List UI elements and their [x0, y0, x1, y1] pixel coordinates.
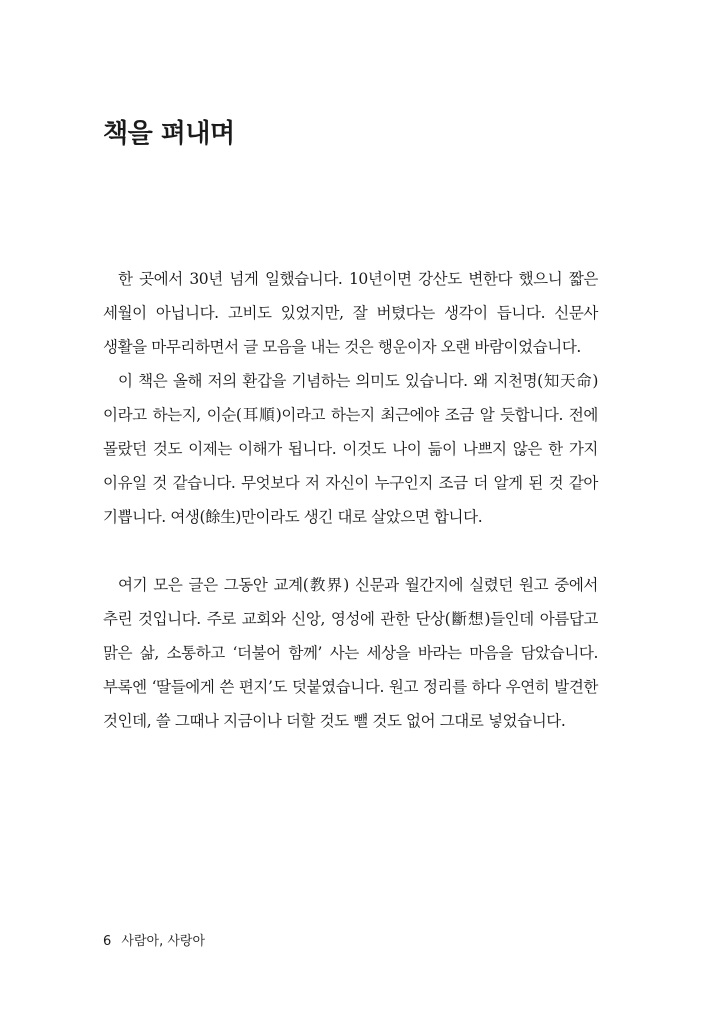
- paragraph-1: 한 곳에서 30년 넘게 일했습니다. 10년이면 강산도 변한다 했으니 짧은 세월이 아닙니다. 고비도 있었지만, 잘 버텼다는 생각이 듭니다. 신문사 생활을 마무리하면서 글 모음을 내는 것은 행운이자 오랜 바람이었습니다.: [103, 270, 598, 356]
- paragraph-spacer: [103, 534, 598, 568]
- chapter-title: 책을 펴내며: [103, 119, 235, 149]
- paragraph-3: 여기 모은 글은 그동안 교계(教界) 신문과 월간지에 실렸던 원고 중에서 추린 것입니다. 주로 교회와 신앙, 영성에 관한 단상(斷想)들인데 아름답고 맑은 삶, 소통하고 ‘더불어 함께’ 사는 세상을 바라는 마음을 담았습니다. 부록엔 ‘딸들에게 쓴 편지’도 덧붙였습니다. 원고 정리를 하다 우연히 발견한 것인데, 쓸 그때나 지금이나 더할 것도 뺄 것도 없어 그대로 넣었습니다.: [103, 576, 598, 730]
- running-title: 사람아, 사랑아: [121, 934, 206, 949]
- page-number: 6: [103, 934, 112, 949]
- paragraph-2: 이 책은 올해 저의 환갑을 기념하는 의미도 있습니다. 왜 지천명(知天命)이라고 하는지, 이순(耳順)이라고 하는지 최근에야 조금 알 듯합니다. 전에 몰랐던 것도 이제는 이해가 됩니다. 이것도 나이 듦이 나쁘지 않은 한 가지 이유일 것 같습니다. 무엇보다 저 자신이 누구인지 조금 더 알게 된 것 같아 기쁩니다. 여생(餘生)만이라도 생긴 대로 살았으면 합니다.: [103, 372, 598, 526]
- page-footer: [103, 932, 205, 952]
- preface-body: [103, 262, 598, 738]
